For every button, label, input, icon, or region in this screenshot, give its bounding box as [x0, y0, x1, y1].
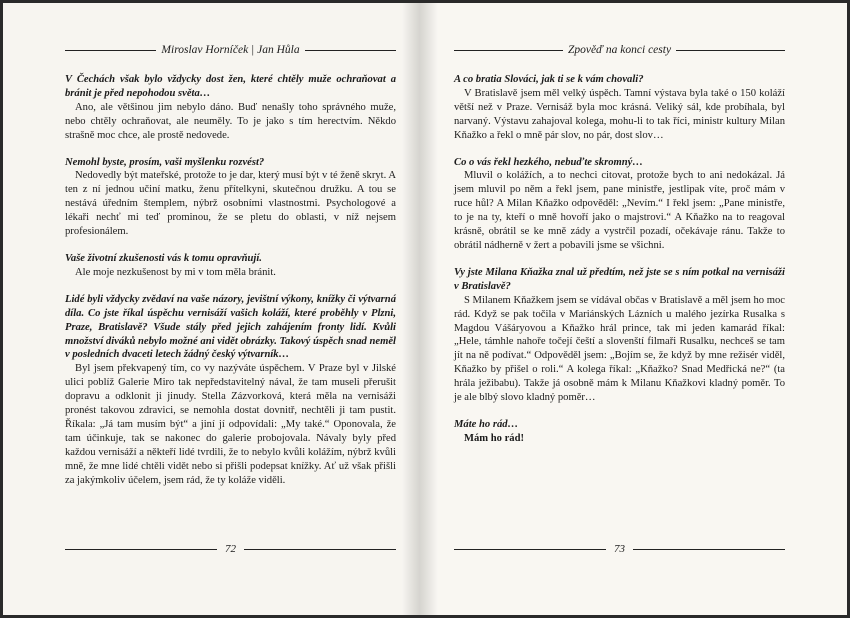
left-page-text — [65, 73, 396, 487]
answer: Mluvil o kolážích, a to nechci citovat, protože bych to ani nedokázal. Já jsem mluvil po něm a řekl jsem, pane ministře, jestlipak víte, proč mám v ruce hůl? A Milan Kňažko odpověděl: „Nevím.“ I řekl jsem: „Pane ministře, to je na ty, kteří o mně hovoří jako o majstrovi.“ A Kňažko na to reagoval krásně, obrátil se ke mně zády a vystrčil pozadí, očekávaje ránu. Takže to obrátil nádherně v žert a pobavili jsme se všichni. — [454, 170, 785, 251]
right-page-footer — [454, 543, 785, 555]
header-rule — [676, 50, 785, 51]
header-rule — [454, 50, 563, 51]
qa-block — [65, 252, 396, 280]
page-number: 73 — [614, 543, 625, 555]
footer-rule — [65, 549, 217, 550]
question: V Čechách však bylo vždycky dost žen, které chtěly muže ochraňovat a bránit je před nepohodou světa… — [65, 74, 396, 99]
qa-block — [454, 418, 785, 446]
question: Co o vás řekl hezkého, nebuďte skromný… — [454, 156, 643, 168]
answer: S Milanem Kňažkem jsem se vídával občas v Bratislavě a měl jsem ho moc rád. Když se pak točila v Mariánských Lázních u malého jezírka Rusalka s Magdou Vášáryovou a Kňažko hrál prince, tak mi jeden kamarád říkal: „Hele, támhle nahoře točejí čeští a slovenští filmaři Rusalku, nechceš se tam jít na ně podívat.“ Odpověděl jsem: „Bojím se, že když by mne režisér viděl, Kňažko by přišel o roli.“ A kolega říkal: „Kňažko? Snad Medřická ne?“ (ta hrála ježibabu). Takže já osobně mám k Milanu Kňažkovi kladný poměr. To je ale blbý slovo kladný poměr… — [454, 294, 785, 404]
answer: V Bratislavě jsem měl velký úspěch. Tamní výstava byla také o 150 koláží větší než v Praze. Vernisáž byla moc krásná. Veliký sál, kde probíhala, byl narvaný. Výstavu zahajoval kolega, mohu-li to tak říci, ministr kultury Milan Kňažko a řekl o mně pár slov, no pár, dost slov… — [454, 87, 785, 141]
qa-block — [454, 73, 785, 143]
question: Vy jste Milana Kňažka znal už předtím, než jste se s ním potkal na vernisáži v Bratislavě? — [454, 266, 785, 292]
answer: Nedovedly být mateřské, protože to je dar, který musí být v té ženě skryt. A ten z ní jednou učiní matku, ženu přítelkyni, skutečnou družku. A tou se nestává úředním štemplem, nýbrž osobními vlastnostmi. Psychologové a lékaři nechť mi teď prominou, že se pletu do oblasti, v níž nejsem profesionálem. — [65, 170, 396, 238]
question: Máte ho rád… — [454, 418, 519, 430]
page-number: 72 — [225, 543, 236, 555]
right-running-header — [454, 41, 785, 59]
left-running-header — [65, 41, 396, 59]
qa-block — [65, 293, 396, 488]
qa-block — [454, 156, 785, 253]
header-rule — [305, 50, 396, 51]
footer-rule — [633, 549, 785, 550]
question: Lidé byli vždycky zvědaví na vaše názory, jevištní výkony, knížky či výtvarná díla. Co jste říkal úspěchu vernisáží vašich koláží, které proběhly v Plzni, Praze, Bratislavě? Všude stály před jejich zahájením fronty lidí. Kvůli množství diváků nebylo možné ani vidět obrázky. Takový úspěch snad neměl v posledních dvaceti letech žádný český výtvarník… — [65, 293, 396, 361]
left-page-footer — [65, 543, 396, 555]
answer: Mám ho rád! — [464, 432, 525, 444]
book-spread — [3, 3, 847, 615]
footer-rule — [454, 549, 606, 550]
answer: Ale moje nezkušenost by mi v tom měla bránit. — [75, 266, 276, 278]
qa-block — [454, 266, 785, 405]
header-authors: Miroslav Horníček | Jan Hůla — [161, 44, 300, 56]
answer: Byl jsem překvapený tím, co vy nazýváte úspěchem. V Praze byl v Jilské ulici poblíž Galerie Miro tak nepředstavitelný nával, že tam museli přerušit dopravu a odklonit ji jinudy. Stella Zázvorková, která měla na vernisáži pronést takovou zdravici, se nemohla dostat dovnitř, nechtěli ji tam pustit. Říkala: „Já tam musím být“ a jiní jí odpovídali: „My také.“ Oponovala, že tam účinkuje, tak se nakonec do galerie probojovala. Návaly byly před každou vernisáží a někteří lidé tvrdili, že to nebylo kvůli kolážím, nýbrž kvůli mně, že mne lidé chtěli vidět nebo si přišli podepsat knížky. Ať už však přišli za jakýmkoliv účelem, jsem rád, že ty koláže viděli. — [65, 363, 396, 486]
left-page — [3, 3, 420, 615]
right-page-text — [454, 73, 785, 446]
footer-rule — [244, 549, 396, 550]
gutter-shadow — [402, 3, 420, 615]
header-rule — [65, 50, 156, 51]
header-book-title: Zpověď na konci cesty — [567, 44, 672, 56]
qa-block — [65, 156, 396, 239]
question: Nemohl byste, prosím, vaši myšlenku rozvést? — [65, 156, 265, 168]
question: A co bratia Slováci, jak ti se k vám chovali? — [454, 74, 644, 85]
question: Vaše životní zkušenosti vás k tomu opravňují. — [65, 252, 262, 264]
gutter-shadow — [420, 3, 438, 615]
qa-block — [65, 73, 396, 143]
right-page — [420, 3, 847, 615]
answer: Ano, ale většinou jim nebylo dáno. Buď nenašly toho správného muže, nebo chtěly ochraňovat, ale neuměly. To je jako s tím herectvím. Někdo strašně moc chce, ale prostě nedovede. — [65, 101, 396, 141]
